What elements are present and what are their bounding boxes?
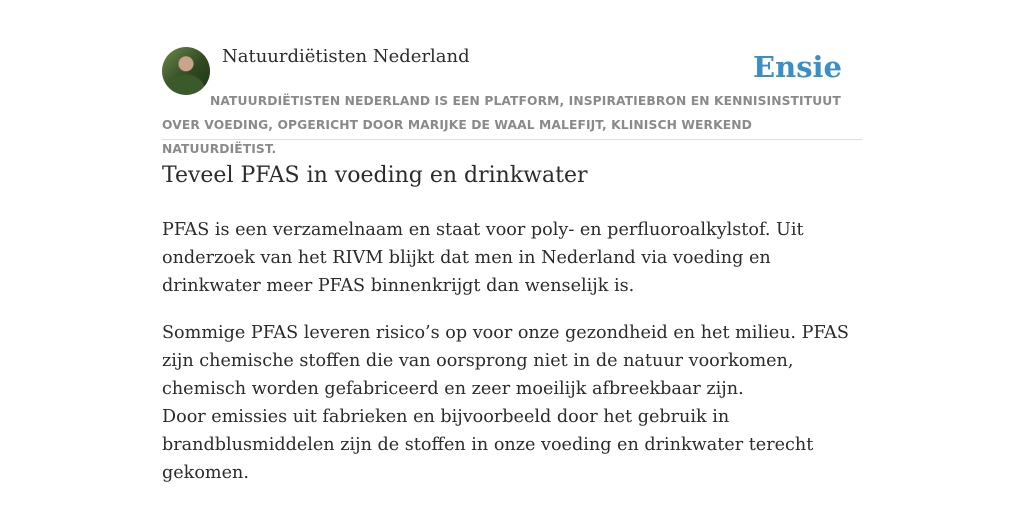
- article-sentence: Sommige PFAS leveren risico’s op voor onze gezondheid en het milieu. PFAS zijn chemische stoffen die van oorsprong niet in de natuur voorkomen, chemisch worden gefabriceerd en zeer moeilijk afbreekbaar zijn.: [162, 323, 849, 399]
- article-paragraph: [162, 319, 862, 487]
- article-sentence: Door emissies uit fabrieken en bijvoorbeeld door het gebruik in brandblusmiddelen zijn de stoffen in onze voeding en drinkwater terecht gekomen.: [162, 407, 814, 483]
- author-bio: NATUURDIËTISTEN NEDERLAND IS EEN PLATFORM, INSPIRATIEBRON EN KENNISINSTITUUT OVER VOEDING, OPGERICHT DOOR MARIJKE DE WAAL MALEFIJT, KLINISCH WERKEND NATUURDIËTIST.: [162, 94, 841, 156]
- brand-logo[interactable]: Ensie: [753, 50, 842, 84]
- author-header: [162, 44, 862, 156]
- author-name[interactable]: Natuurdiëtisten Nederland: [222, 46, 470, 67]
- article-title: Teveel PFAS in voeding en drinkwater: [162, 163, 588, 188]
- article-body: [162, 216, 862, 487]
- author-avatar[interactable]: [162, 47, 210, 95]
- article-paragraph: PFAS is een verzamelnaam en staat voor poly- en perfluoroalkylstof. Uit onderzoek van het RIVM blijkt dat men in Nederland via voeding en drinkwater meer PFAS binnenkrijgt dan wenselijk is.: [162, 220, 804, 296]
